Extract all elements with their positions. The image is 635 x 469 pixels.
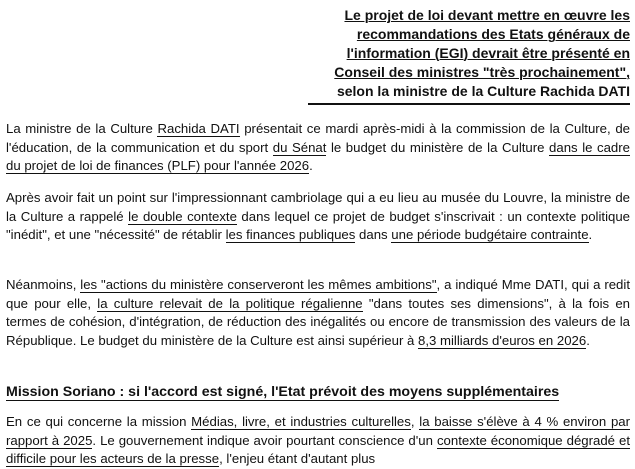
link-contexte-economique[interactable]: contexte économique dégradé et difficile pour les acteurs de la presse (6, 432, 630, 466)
p5-text-3: . Le gouvernement indique avoir pourtant conscience d'un (92, 432, 437, 448)
p1-text-2: présentait ce mardi après-midi à la commission de la Culture, de l'éducation, de la communication et du sport (6, 121, 630, 155)
p5-text-2: , (410, 414, 420, 429)
p3-text-3: "dans toutes ses dimensions", à la fois en termes de cohésion, d'intégration, de réduction des inégalités ou encore de transmission des valeurs de la République. Le budget du ministère de la Culture est ainsi supérieur à (6, 295, 630, 348)
link-budget-2026[interactable]: 8,3 milliards d'euros en 2026 (418, 332, 587, 348)
paragraph-1 (6, 120, 630, 176)
link-double-contexte[interactable]: le double contexte (128, 208, 237, 224)
link-actions-ministere[interactable]: les "actions du ministère conserveront les mêmes ambitions" (80, 277, 437, 292)
link-periode-budgetaire[interactable]: une période budgétaire contrainte (391, 227, 589, 242)
p3-text-1: Néanmoins, (6, 277, 81, 292)
p1-text-4: . (309, 158, 313, 173)
p3-text-4: . (586, 332, 590, 348)
p2-text-2: dans lequel ce projet de budget s'inscrivait : un contexte politique "inédit", et une "nécessité" de rétablir (6, 208, 631, 242)
paragraph-4 (6, 413, 630, 469)
lead-line-2: recommandations des Etats généraux de (356, 26, 630, 42)
p5-text-4: , l'enjeu étant d'autant plus (219, 451, 376, 466)
lead-paragraph (308, 6, 630, 101)
p1-text-3: le budget du ministère de la Culture (326, 139, 550, 155)
link-plf-2026[interactable]: dans le cadre du projet de loi de finances (PLF) pour l'année 2026 (6, 139, 630, 173)
link-senat[interactable]: du Sénat (272, 139, 327, 155)
section-heading-text: Mission Soriano : si l'accord est signé, l'Etat prévoit des moyens supplémentaires (6, 384, 560, 400)
lead-line-4: Conseil des ministres "très prochainement", (334, 64, 630, 80)
p5-text-1: En ce qui concerne la mission (6, 414, 192, 429)
paragraph-3 (6, 276, 630, 350)
paragraph-2 (6, 189, 630, 245)
p2-text-3: dans (355, 227, 392, 242)
section-heading (6, 383, 630, 402)
lead-line-5: selon la ministre de la Culture Rachida DATI (336, 83, 630, 99)
link-politique-regalienne[interactable]: la culture relevait de la politique régalienne (97, 295, 363, 311)
link-rachida-dati[interactable]: Rachida DATI (157, 121, 240, 136)
lead-underline-rule (308, 103, 630, 105)
lead-line-3: l'information (EGI) devrait être présenté en (346, 45, 630, 61)
link-mission-medias[interactable]: Médias, livre, et industries culturelles (191, 414, 411, 429)
p2-text-4: . (588, 227, 593, 242)
p1-text-1: La ministre de la Culture (6, 121, 158, 136)
lead-line-1: Le projet de loi devant mettre en œuvre les (344, 7, 630, 23)
p2-text-1: Après avoir fait un point sur l'impressionnant cambriolage qui a eu lieu au musée du Louvre, la ministre de la Culture a rappelé (6, 190, 630, 224)
link-baisse-4-pourcent[interactable]: la baisse s'élève à 4 % environ par rapport à 2025 (6, 414, 631, 448)
p3-text-2: , a indiqué Mme DATI, qui a redit que pour elle, (6, 277, 630, 311)
link-finances-publiques[interactable]: les finances publiques (225, 227, 356, 242)
